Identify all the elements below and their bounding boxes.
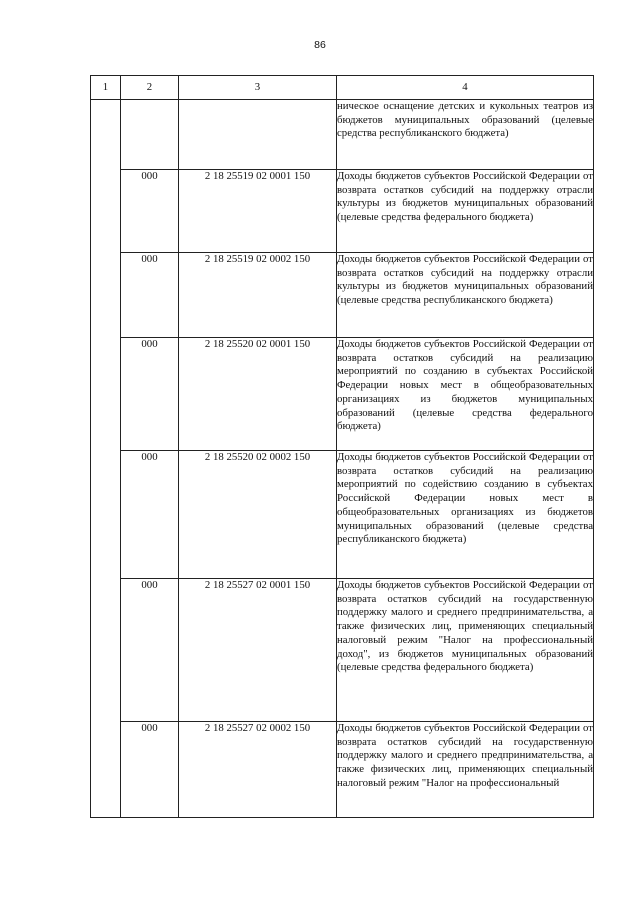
table-row [91, 451, 594, 579]
revenue-description-cell [337, 579, 594, 722]
budget-classification-code-cell: 2 18 25527 02 0002 150 [179, 722, 337, 818]
revenue-description-cell [337, 100, 594, 170]
revenue-description-cell [337, 170, 594, 253]
table-row [91, 100, 594, 170]
budget-classification-code-cell: 2 18 25520 02 0002 150 [179, 451, 337, 579]
column-header-3: 3 [179, 76, 337, 100]
admin-code-cell: 000 [121, 170, 179, 253]
admin-code-cell: 000 [121, 579, 179, 722]
revenue-description-text: ническое оснащение детских и кукольных театров из бюджетов муниципальных образований (целевые средства республиканского бюджета) [337, 100, 593, 140]
column-header-2: 2 [121, 76, 179, 100]
table-header-row [91, 76, 594, 100]
page-number: 86 [314, 39, 326, 51]
merged-column-1-cell [91, 100, 121, 818]
admin-code-cell: 000 [121, 253, 179, 338]
budget-classification-code-cell [179, 100, 337, 170]
revenue-description-cell [337, 253, 594, 338]
admin-code-cell: 000 [121, 451, 179, 579]
revenue-description-text: Доходы бюджетов субъектов Российской Федерации от возврата остатков субсидий на реализацию мероприятий по содействию созданию в субъектах Российской Федерации новых мест в общеобразовательных организациях из бюджетов муниципальных образований (целевые средства республиканского бюджета) [337, 451, 593, 546]
budget-classification-code-cell: 2 18 25520 02 0001 150 [179, 338, 337, 451]
budget-classification-code-cell: 2 18 25527 02 0001 150 [179, 579, 337, 722]
budget-revenue-table [90, 75, 594, 818]
table-row [91, 170, 594, 253]
revenue-description-text: Доходы бюджетов субъектов Российской Федерации от возврата остатков субсидий на государственную поддержку малого и среднего предпринимательства, а также физических лиц, применяющих специальный налоговый режим "Налог на профессиональный [337, 722, 593, 789]
revenue-description-text: Доходы бюджетов субъектов Российской Федерации от возврата остатков субсидий на государственную поддержку малого и среднего предпринимательства, а также физических лиц, применяющих специальный налоговый режим "Налог на профессиональный доход", из бюджетов муниципальных образований (целевые средства федерального бюджета) [337, 579, 593, 674]
revenue-description-text: Доходы бюджетов субъектов Российской Федерации от возврата остатков субсидий на реализацию мероприятий по созданию в субъектах Российской Федерации новых мест в общеобразовательных организациях из бюджетов муниципальных образований (целевые средства федерального бюджета) [337, 338, 593, 433]
budget-classification-code-cell: 2 18 25519 02 0002 150 [179, 253, 337, 338]
column-header-4: 4 [337, 76, 594, 100]
table-row [91, 722, 594, 818]
column-header-1: 1 [91, 76, 121, 100]
revenue-description-cell [337, 338, 594, 451]
revenue-description-text: Доходы бюджетов субъектов Российской Федерации от возврата остатков субсидий на поддержку отрасли культуры из бюджетов муниципальных образований (целевые средства республиканского бюджета) [337, 253, 593, 307]
revenue-description-cell [337, 451, 594, 579]
admin-code-cell: 000 [121, 338, 179, 451]
budget-classification-code-cell: 2 18 25519 02 0001 150 [179, 170, 337, 253]
table-row [91, 579, 594, 722]
admin-code-cell: 000 [121, 722, 179, 818]
revenue-description-cell [337, 722, 594, 818]
admin-code-cell [121, 100, 179, 170]
table-row [91, 253, 594, 338]
revenue-description-text: Доходы бюджетов субъектов Российской Федерации от возврата остатков субсидий на поддержку отрасли культуры из бюджетов муниципальных образований (целевые средства федерального бюджета) [337, 170, 593, 224]
table-row [91, 338, 594, 451]
